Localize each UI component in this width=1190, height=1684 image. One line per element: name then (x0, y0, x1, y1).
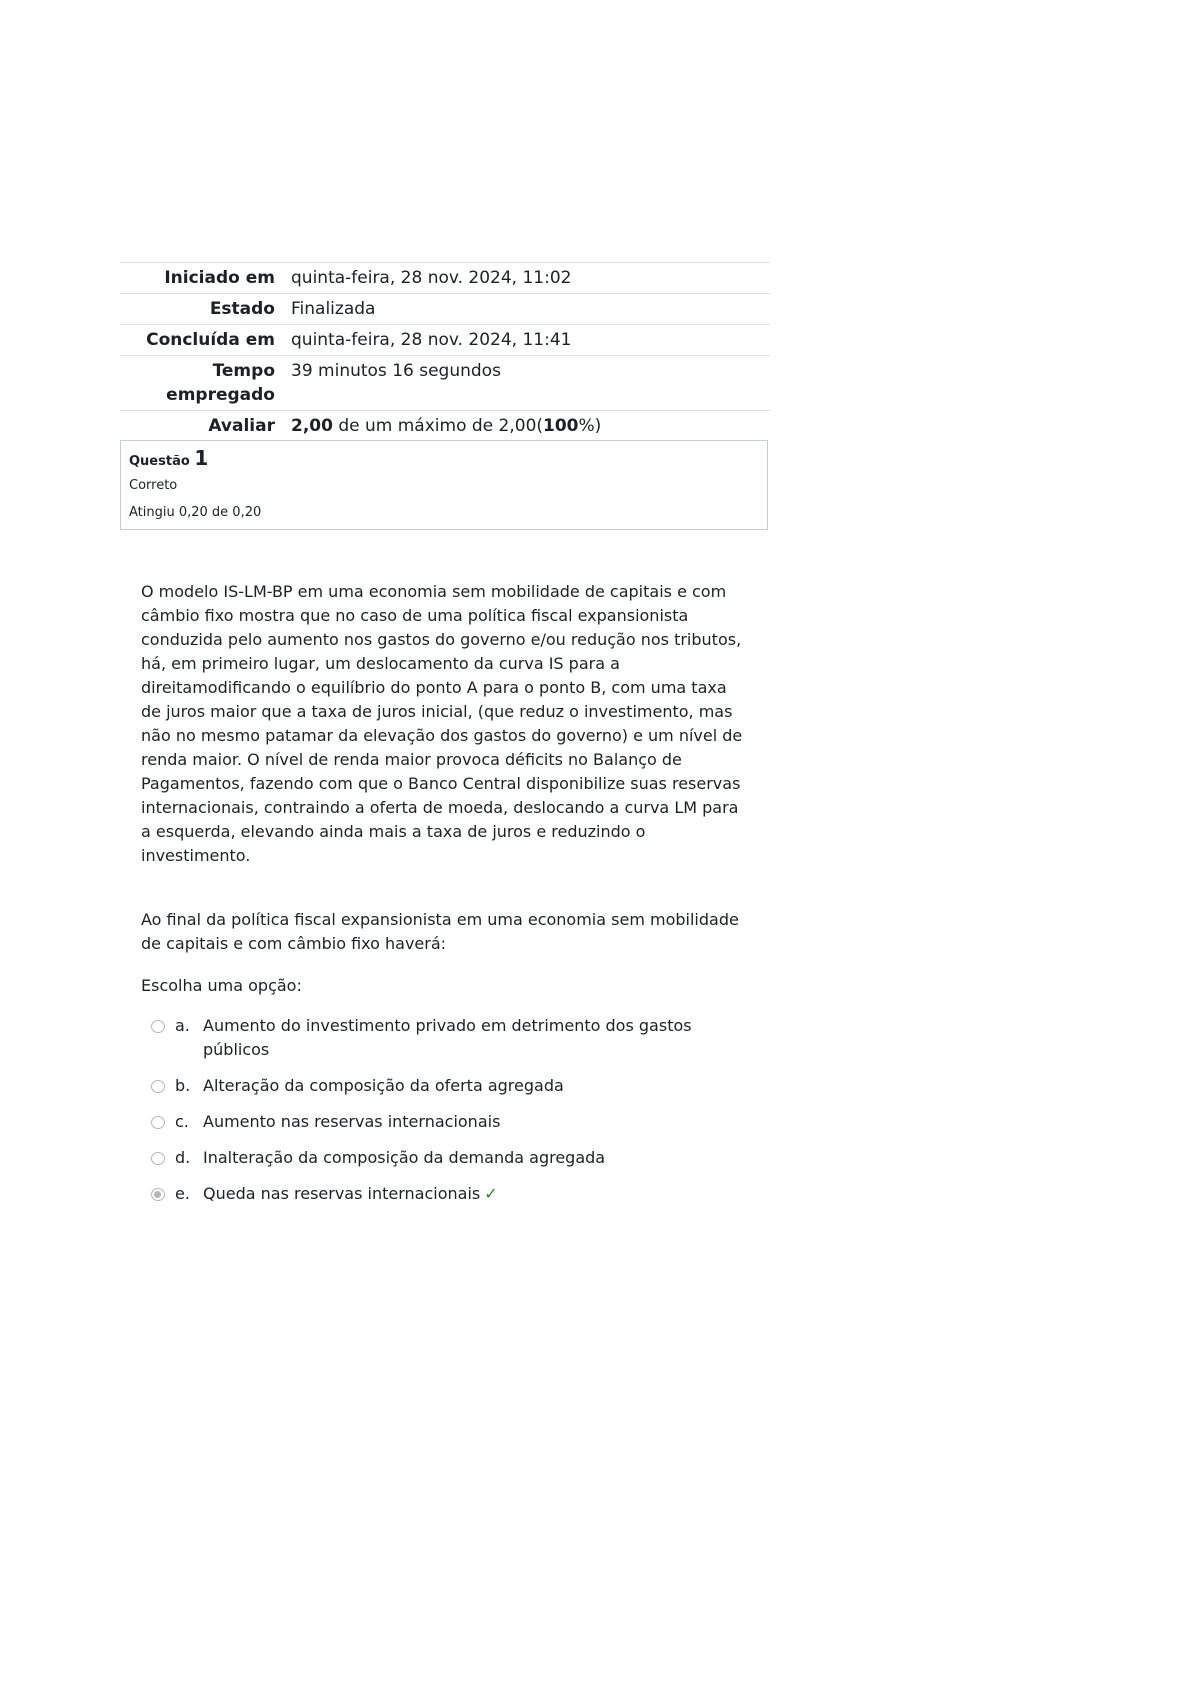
grade-value (291, 411, 770, 442)
choice-prompt: Escolha uma opção: (141, 976, 302, 995)
grade-end: %) (578, 416, 602, 436)
question-label: Questão (129, 454, 190, 469)
option-letter: d. (175, 1148, 191, 1167)
question-content (141, 580, 751, 1218)
question-grade: Atingiu 0,20 de 0,20 (129, 505, 262, 520)
radio-a[interactable] (151, 1020, 165, 1033)
summary-row-time (120, 356, 770, 411)
option-b (141, 1074, 751, 1098)
radio-d[interactable] (151, 1152, 165, 1165)
option-label: Aumento nas reservas internacionais (203, 1112, 501, 1131)
time-value: 39 minutos 16 segundos (291, 361, 501, 381)
option-d (141, 1146, 751, 1170)
summary-row-started (120, 263, 770, 294)
started-value: quinta-feira, 28 nov. 2024, 11:02 (291, 268, 572, 288)
time-label: Tempo empregado (166, 361, 275, 405)
question-info-box (120, 440, 768, 530)
completed-value: quinta-feira, 28 nov. 2024, 11:41 (291, 330, 572, 350)
question-number (129, 448, 759, 472)
radio-b[interactable] (151, 1080, 165, 1093)
summary-row-grade (120, 411, 770, 442)
summary-row-state (120, 294, 770, 325)
started-label: Iniciado em (164, 268, 275, 288)
radio-e-selected[interactable] (151, 1188, 165, 1201)
quiz-summary-table (120, 262, 770, 441)
summary-row-completed (120, 325, 770, 356)
grade-mid: de um máximo de 2,00( (332, 416, 544, 436)
option-label: Alteração da composição da oferta agregada (203, 1076, 564, 1095)
question-text: O modelo IS-LM-BP em uma economia sem mobilidade de capitais e com câmbio fixo mostra que no caso de uma política fiscal expansionista conduzida pelo aumento nos gastos do governo e/ou redução nos tributos, há, em primeiro lugar, um deslocamento da curva IS para a direitamodificando o equilíbrio do ponto A para o ponto B, com uma taxa de juros maior que a taxa de juros inicial, (que reduz o investimento, mas não no mesmo patamar da elevação dos gastos do governo) e um nível de renda maior. O nível de renda maior provoca déficits no Balanço de Pagamentos, fazendo com que o Banco Central disponibilize suas reservas internacionais, contraindo a oferta de moeda, deslocando a curva LM para a esquerda, elevando ainda mais a taxa de juros e reduzindo o investimento. (141, 582, 743, 865)
question-state: Correto (129, 478, 178, 493)
option-e (141, 1182, 751, 1206)
option-label: Aumento do investimento privado em detrimento dos gastos públicos (203, 1016, 692, 1059)
option-letter: b. (175, 1076, 191, 1095)
grade-percent: 100 (543, 416, 579, 436)
option-c (141, 1110, 751, 1134)
option-label-text: Queda nas reservas internacionais (203, 1184, 481, 1203)
state-label: Estado (209, 299, 275, 319)
option-letter: e. (175, 1184, 190, 1203)
grade-label: Avaliar (208, 416, 275, 436)
option-a (141, 1014, 751, 1062)
completed-label: Concluída em (146, 330, 275, 350)
check-icon: ✓ (484, 1184, 498, 1203)
question-number-value: 1 (194, 446, 209, 470)
answer-options (141, 1014, 751, 1206)
question-text-2: Ao final da política fiscal expansionista em uma economia sem mobilidade de capitais e com câmbio fixo haverá: (141, 910, 739, 953)
state-value: Finalizada (291, 299, 376, 319)
option-label: Inalteração da composição da demanda agregada (203, 1148, 606, 1167)
option-label (203, 1182, 751, 1206)
radio-c[interactable] (151, 1116, 165, 1129)
grade-score: 2,00 (291, 416, 333, 436)
option-letter: a. (175, 1016, 190, 1035)
option-letter: c. (175, 1112, 189, 1131)
